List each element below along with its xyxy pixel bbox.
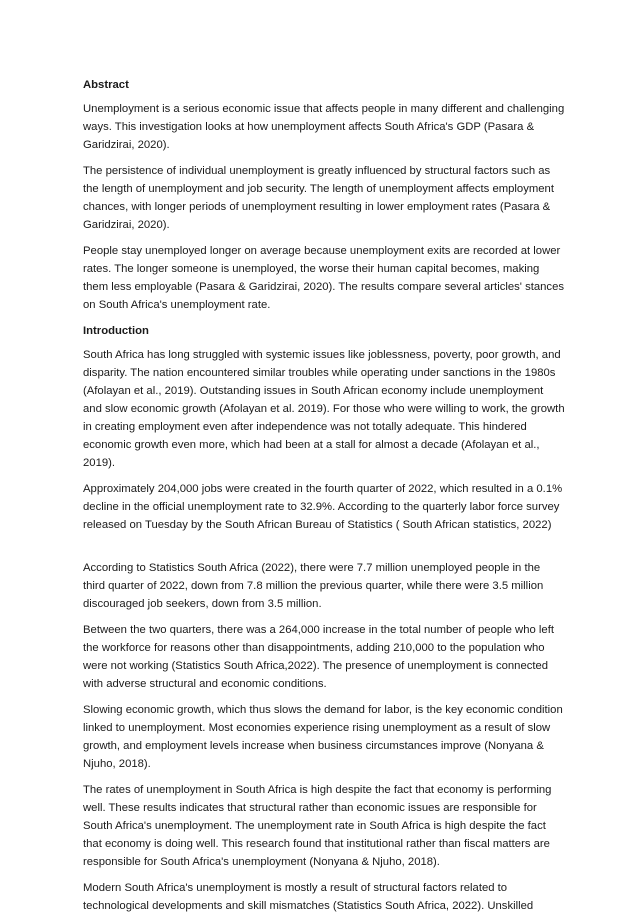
abstract-paragraph: The persistence of individual unemployment is greatly influenced by structural factors such as the length of unemployment and job security. The length of unemployment affects employment chances, with longer periods of unemployment resulting in lower employment rates (Pasara & Garidzirai, 2020). (83, 165, 554, 231)
abstract-heading: Abstract (83, 79, 129, 91)
paragraph-spacer (83, 542, 565, 559)
abstract-paragraph: People stay unemployed longer on average because unemployment exits are recorded at lower rates. The longer someone is unemployed, the worse their human capital becomes, making them less employable (Pasara & Garidzirai, 2020). The results compare several articles' stances on South Africa's unemployment rate. (83, 245, 565, 311)
introduction-paragraph: Between the two quarters, there was a 264,000 increase in the total number of people who left the workforce for reasons other than disappointments, adding 210,000 to the population who were not working (Statistics South Africa,2022). The presence of unemployment is connected with adverse structural and economic conditions. (83, 624, 554, 690)
introduction-paragraph: According to Statistics South Africa (2022), there were 7.7 million unemployed people in the third quarter of 2022, down from 7.8 million the previous quarter, while there were 3.5 million discouraged job seekers, down from 3.5 million. (83, 562, 544, 610)
introduction-heading: Introduction (83, 325, 149, 337)
introduction-paragraph: The rates of unemployment in South Africa is high despite the fact that economy is performing well. These results indicates that structural rather than economic issues are responsible for South Africa's unemployment. The unemployment rate in South Africa is high despite the fact that economy is doing well. This research found that institutional rather than fiscal matters are responsible for South Africa's unemployment (Nonyana & Njuho, 2018). (83, 784, 552, 868)
introduction-paragraph: South Africa has long struggled with systemic issues like joblessness, poverty, poor growth, and disparity. The nation encountered similar troubles while operating under sanctions in the 1980s (Afolayan et al., 2019). Outstanding issues in South African economy include unemployment and slow economic growth (Afolayan et al. 2019). For those who were willing to work, the growth in creating employment even after independence was not totally adequate. This hindered economic growth even more, which had been at a stall for almost a decade (Afolayan et al., 2019). (83, 349, 565, 469)
introduction-paragraph: Approximately 204,000 jobs were created in the fourth quarter of 2022, which resulted in a 0.1% decline in the official unemployment rate to 32.9%. According to the quarterly labor force survey released on Tuesday by the South African Bureau of Statistics ( South African statistics, 2022) (83, 483, 563, 531)
introduction-paragraph: Slowing economic growth, which thus slows the demand for labor, is the key economic condition linked to unemployment. Most economies experience rising unemployment as a result of slow growth, and employment levels increase when business circumstances improve (Nonyana & Njuho, 2018). (83, 704, 563, 770)
abstract-paragraph: Unemployment is a serious economic issue that affects people in many different and challenging ways. This investigation looks at how unemployment affects South Africa's GDP (Pasara & Garidzirai, 2020). (83, 103, 565, 151)
document-body (83, 76, 565, 923)
introduction-paragraph: Modern South Africa's unemployment is mostly a result of structural factors related to technological developments and skill mismatches (Statistics South Africa, 2022). Unskilled (83, 882, 534, 912)
